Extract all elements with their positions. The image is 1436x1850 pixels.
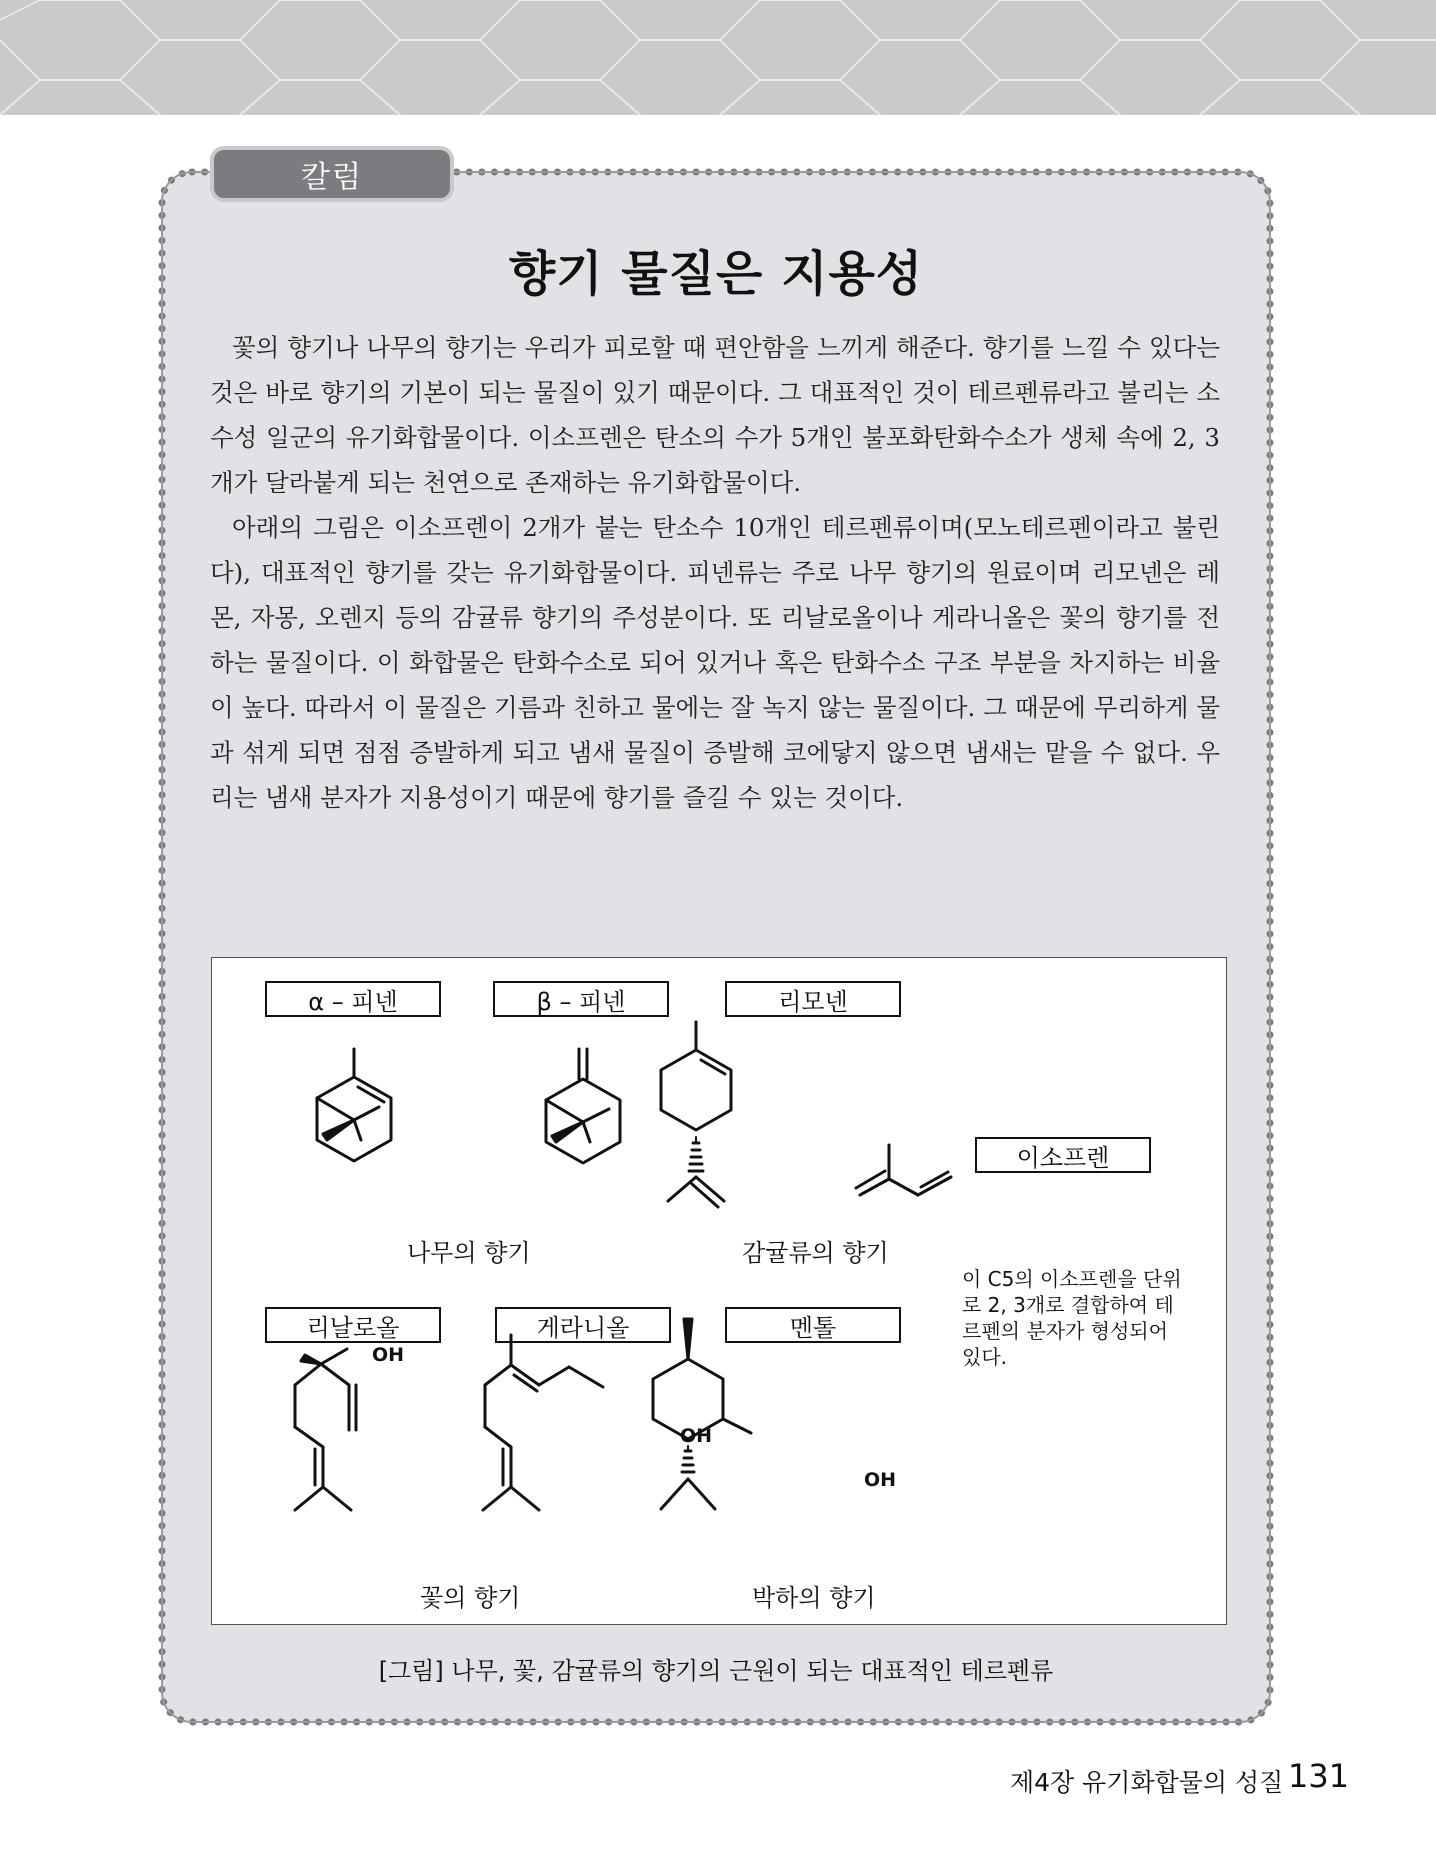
alpha-pinene-structure [317,1049,391,1161]
figure-caption: [그림] 나무, 꽃, 감귤류의 향기의 근원이 되는 대표적인 테르펜류 [378,1657,1054,1685]
beta-pinene-structure [546,1049,620,1163]
paragraph: 꽃의 향기나 나무의 향기는 우리가 피로할 때 편안함을 느끼게 해준다. 향기를 느낄 수 있다는 것은 바로 향기의 기본이 되는 물질이 있기 때문이다. 그 대표적인 것이 테르펜류라고 불리는 소수성 일군의 유기화합물이다. 이소프렌은 탄소의 수가 5개인 불포화탄화수소가 생체 속에 2, 3개가 달라붙게 되는 천연으로 존재하는 유기화합물이다. [210,333,1220,497]
column-body [210,325,1220,820]
oh-label-linalool: OH [372,1344,405,1366]
isoprene-note: 이 C5의 이소프렌을 단위로 2, 3개로 결합하여 테르펜의 분자가 형성되어 있다. [962,1267,1182,1369]
label-menthol: 멘톨 [725,1307,901,1343]
linalool-structure [295,1349,356,1510]
footer-chapter: 제4장 유기화합물의 성질 [1010,1768,1284,1797]
isoprene-structure [856,1145,951,1195]
label-geraniol: 게라니올 [495,1307,671,1343]
hexagon-header-band [0,0,1436,115]
label-linalool: 리날로올 [265,1307,441,1343]
caption-wood-scent: 나무의 향기 [407,1239,531,1267]
oh-label-geraniol: OH [680,1425,713,1447]
label-alpha-pinene: α – 피넨 [265,981,441,1017]
label-beta-pinene: β – 피넨 [493,981,669,1017]
paragraph: 아래의 그림은 이소프렌이 2개가 붙는 탄소수 10개인 테르펜류이며(모노테르펜이라고 불린다), 대표적인 향기를 갖는 유기화합물이다. 피넨류는 주로 나무 향기의 원료이며 리모넨은 레몬, 자몽, 오렌지 등의 감귤류 향기의 주성분이다. 또 리날로올이나 게라니올은 꽃의 향기를 전하는 물질이다. 이 화합물은 탄화수소로 되어 있거나 혹은 탄화수소 구조 부분을 차지하는 비율이 높다. 따라서 이 물질은 기름과 친하고 물에는 잘 녹지 않는 물질이다. 그 때문에 무리하게 물과 섞게 되면 점점 증발하게 되고 냄새 물질이 증발해 코에닿지 않으면 냄새는 맡을 수 없다. 우리는 냄새 분자가 지용성이기 때문에 향기를 즐길 수 있는 것이다. [210,513,1220,812]
limonene-structure [661,1022,731,1207]
label-limonene: 리모넨 [725,981,901,1017]
caption-mint-scent: 박하의 향기 [752,1584,876,1612]
label-isoprene: 이소프렌 [975,1137,1151,1173]
oh-label-menthol: OH [864,1469,897,1491]
caption-citrus-scent: 감귤류의 향기 [742,1239,889,1267]
column-title: 향기 물질은 지용성 [508,246,924,302]
caption-flower-scent: 꽃의 향기 [420,1584,521,1612]
page-number: 131 [1288,1757,1350,1795]
menthol-structure [653,1319,751,1509]
column-tab: 칼럼 [210,146,454,202]
geraniol-structure [483,1335,603,1510]
